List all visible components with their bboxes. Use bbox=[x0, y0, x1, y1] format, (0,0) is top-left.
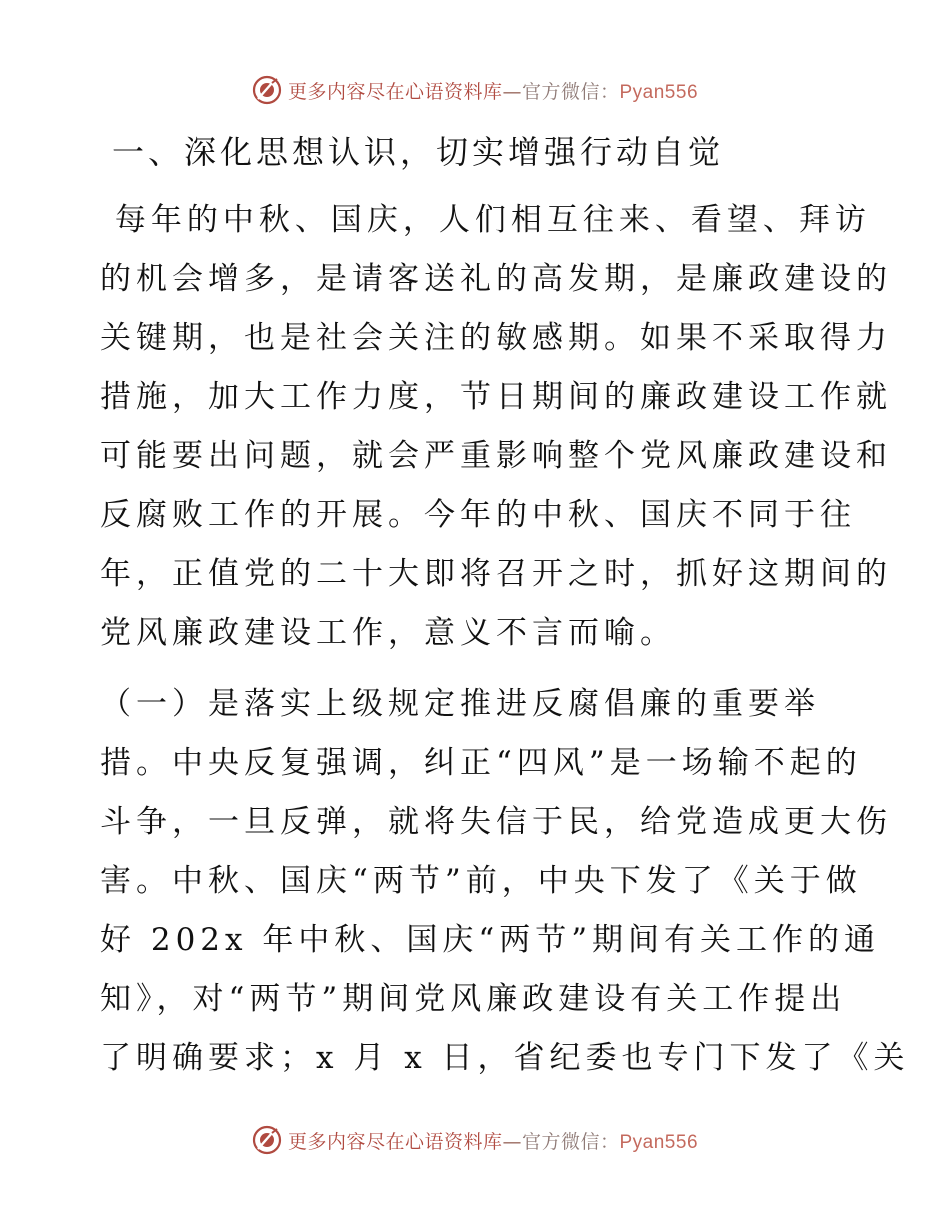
paragraph-line: 斗争，一旦反弹，就将失信于民，给党造成更大伤 bbox=[100, 804, 892, 840]
paragraph-2 bbox=[100, 675, 910, 1088]
watermark-separator: — bbox=[502, 1130, 522, 1153]
paragraph-1 bbox=[100, 191, 892, 663]
paragraph-line: （一）是落实上级规定推进反腐倡廉的重要举 bbox=[100, 686, 820, 722]
section-heading: 一、深化思想认识，切实增强行动自觉 bbox=[112, 133, 725, 171]
paragraph-line: 了明确要求；x 月 x 日，省纪委也专门下发了《关 bbox=[100, 1040, 910, 1076]
paragraph-line: 年，正值党的二十大即将召开之时，抓好这期间的 bbox=[100, 556, 892, 592]
watermark-wechat-label: 官方微信： bbox=[521, 1130, 620, 1153]
watermark-site-text: 更多内容尽在心语资料库 bbox=[287, 80, 503, 103]
paragraph-line: 可能要出问题，就会严重影响整个党风廉政建设和 bbox=[100, 438, 892, 474]
footer-watermark bbox=[0, 1123, 950, 1157]
logo-icon bbox=[252, 75, 282, 105]
watermark-separator: — bbox=[502, 80, 522, 103]
watermark-site-text: 更多内容尽在心语资料库 bbox=[287, 1130, 503, 1153]
watermark-handle: Pyan556 bbox=[619, 81, 699, 103]
header-watermark bbox=[0, 73, 950, 107]
paragraph-line: 每年的中秋、国庆，人们相互往来、看望、拜访 bbox=[100, 202, 871, 238]
paragraph-line: 知》，对“两节”期间党风廉政建设有关工作提出 bbox=[100, 981, 847, 1017]
paragraph-line: 反腐败工作的开展。今年的中秋、国庆不同于往 bbox=[100, 497, 856, 533]
watermark-wechat-label: 官方微信： bbox=[521, 80, 620, 103]
paragraph-line: 害。中秋、国庆“两节”前，中央下发了《关于做 bbox=[100, 863, 862, 899]
logo-icon bbox=[252, 1125, 282, 1155]
paragraph-line: 措。中央反复强调，纠正“四风”是一场输不起的 bbox=[100, 745, 862, 781]
paragraph-line: 好 202x 年中秋、国庆“两节”期间有关工作的通 bbox=[100, 922, 881, 958]
watermark-handle: Pyan556 bbox=[619, 1131, 699, 1153]
watermark-text bbox=[288, 1127, 698, 1154]
paragraph-line: 党风廉政建设工作，意义不言而喻。 bbox=[100, 615, 676, 651]
paragraph-line: 的机会增多，是请客送礼的高发期，是廉政建设的 bbox=[100, 261, 892, 297]
paragraph-line: 关键期，也是社会关注的敏感期。如果不采取得力 bbox=[100, 320, 892, 356]
watermark-text bbox=[288, 77, 698, 104]
paragraph-line: 措施，加大工作力度，节日期间的廉政建设工作就 bbox=[100, 379, 892, 415]
